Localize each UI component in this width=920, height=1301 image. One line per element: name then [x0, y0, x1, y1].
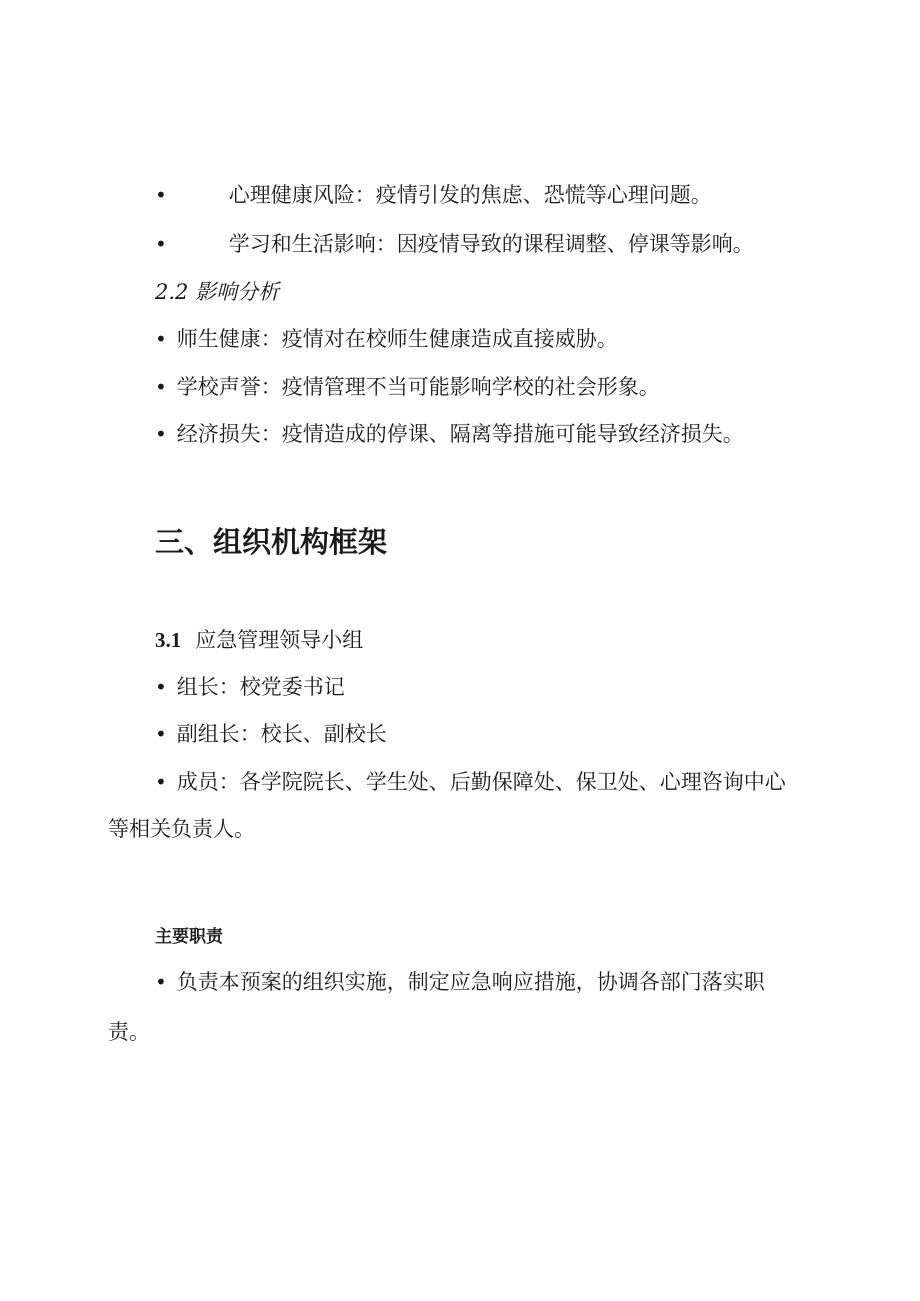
duties-heading: 主要职责 — [155, 927, 223, 947]
list-item-text: 学校声誉：疫情管理不当可能影响学校的社会形象。 — [176, 375, 660, 399]
bullet-icon: • — [155, 970, 167, 994]
list-item-text: 组长：校党委书记 — [176, 675, 345, 699]
list-item-text: 副组长：校长、副校长 — [176, 722, 387, 746]
list-item-continuation: 责。 — [108, 1020, 150, 1044]
list-item — [155, 768, 786, 796]
bullet-icon: • — [155, 422, 167, 446]
list-item — [155, 325, 618, 353]
bullet-icon: • — [155, 183, 167, 207]
list-item-text: 师生健康：疫情对在校师生健康造成直接威胁。 — [176, 327, 618, 351]
list-item — [155, 181, 712, 209]
group-title: 应急管理领导小组 — [195, 628, 364, 652]
list-item — [155, 720, 387, 748]
list-item — [155, 373, 660, 401]
list-item-text: 负责本预案的组织实施，制定应急响应措施，协调各部门落实职 — [176, 970, 765, 994]
bullet-icon: • — [155, 232, 167, 256]
list-item-text: 学习和生活影响：因疫情导致的课程调整、停课等影响。 — [228, 232, 754, 256]
group-number: 3.1 — [155, 628, 182, 652]
list-item-text: 经济损失：疫情造成的停课、隔离等措施可能导致经济损失。 — [176, 422, 744, 446]
bullet-icon: • — [155, 722, 167, 746]
list-item — [155, 230, 754, 258]
impact-heading: 2.2 影响分析 — [155, 280, 280, 304]
list-item-continuation: 等相关负责人。 — [108, 817, 255, 841]
list-item — [155, 673, 345, 701]
list-item-text: 心理健康风险：疫情引发的焦虑、恐慌等心理问题。 — [228, 183, 712, 207]
bullet-icon: • — [155, 375, 167, 399]
bullet-icon: • — [155, 327, 167, 351]
list-item — [155, 420, 744, 448]
bullet-icon: • — [155, 675, 167, 699]
group-heading — [155, 626, 363, 654]
list-item — [155, 968, 765, 996]
bullet-icon: • — [155, 770, 167, 794]
section-title: 三、组织机构框架 — [155, 525, 388, 559]
list-item-text: 成员：各学院院长、学生处、后勤保障处、保卫处、心理咨询中心 — [176, 770, 786, 794]
